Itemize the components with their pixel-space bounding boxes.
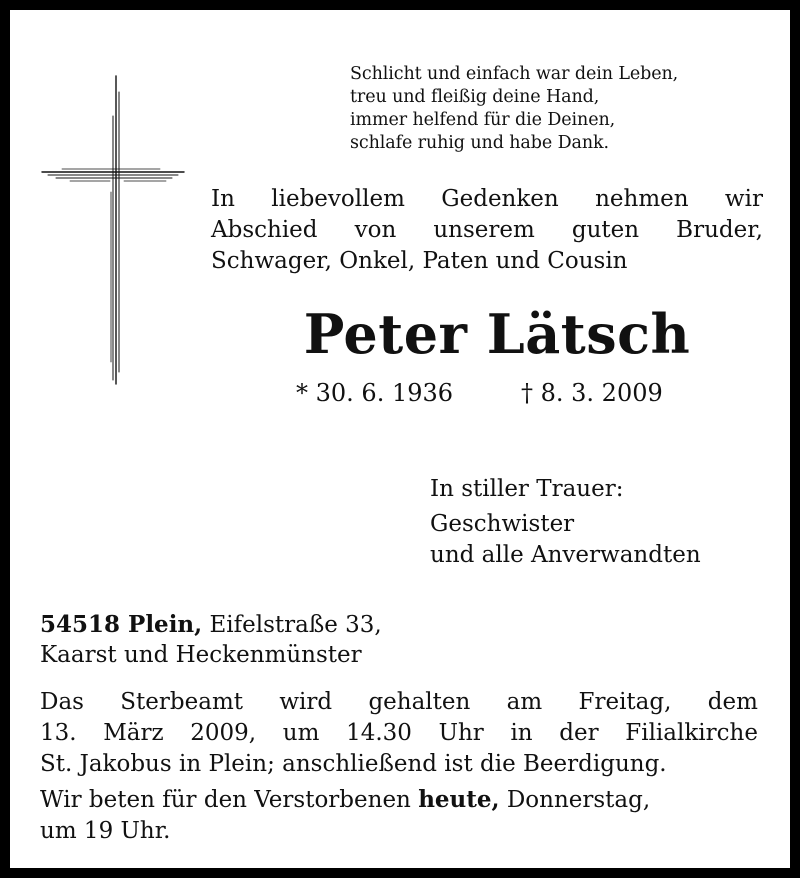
word: wir (724, 186, 763, 212)
word: der (559, 720, 599, 746)
mourners (430, 474, 770, 571)
address-line-2: Kaarst und Heckenmünster (40, 642, 362, 668)
word: von (354, 217, 397, 243)
word: Uhr (438, 720, 484, 746)
service-line-3: St. Jakobus in Plein; anschließend ist die Beerdigung. (40, 751, 667, 777)
mourners-line: Geschwister (430, 511, 575, 537)
intro-text (211, 184, 763, 277)
service-info (40, 687, 758, 847)
verse-line: immer helfend für die Deinen, (350, 110, 616, 130)
verse-line: Schlicht und einfach war dein Leben, (350, 64, 679, 84)
word: Gedenken (441, 186, 559, 212)
address (40, 610, 760, 670)
verse-line: treu und fleißig deine Hand, (350, 87, 600, 107)
cross-icon (40, 72, 186, 388)
service-line-4 (40, 784, 758, 816)
word: in (510, 720, 533, 746)
word: Das (40, 689, 84, 715)
word: wird (279, 689, 333, 715)
service-line-1 (40, 687, 758, 718)
word: März (103, 720, 164, 746)
word: 14.30 (346, 720, 412, 746)
service-text: Wir beten für den Verstorbenen (40, 787, 419, 813)
word: nehmen (595, 186, 689, 212)
word: Filialkirche (625, 720, 758, 746)
word: In (211, 186, 235, 212)
service-text: Donnerstag, (499, 787, 651, 813)
birth-date: * 30. 6. 1936 (296, 379, 454, 407)
word: Freitag, (578, 689, 672, 715)
word: dem (707, 689, 758, 715)
death-date: † 8. 3. 2009 (521, 379, 663, 407)
address-city: 54518 Plein, (40, 611, 203, 638)
intro-line-3: Schwager, Onkel, Paten und Cousin (211, 248, 628, 274)
word: Sterbeamt (120, 689, 244, 715)
word: gehalten (368, 689, 471, 715)
deceased-name: Peter Lätsch (303, 302, 691, 366)
mourners-heading: In stiller Trauer: (430, 476, 624, 502)
mourners-line: und alle Anverwandten (430, 542, 701, 568)
word: Bruder, (676, 217, 763, 243)
address-line-1 (40, 610, 760, 640)
word: Abschied (211, 217, 318, 243)
intro-line-1 (211, 184, 763, 215)
word: um (282, 720, 320, 746)
word: unserem (433, 217, 535, 243)
service-line-5: um 19 Uhr. (40, 818, 171, 844)
word: 2009, (190, 720, 257, 746)
word: am (506, 689, 543, 715)
intro-line-2 (211, 215, 763, 246)
service-line-2 (40, 718, 758, 749)
address-street: Eifelstraße 33, (202, 612, 382, 638)
verse (350, 63, 770, 155)
service-emphasis: heute, (418, 786, 500, 813)
word: liebevollem (271, 186, 405, 212)
word: guten (571, 217, 640, 243)
verse-line: schlafe ruhig und habe Dank. (350, 133, 609, 153)
word: 13. (40, 720, 77, 746)
